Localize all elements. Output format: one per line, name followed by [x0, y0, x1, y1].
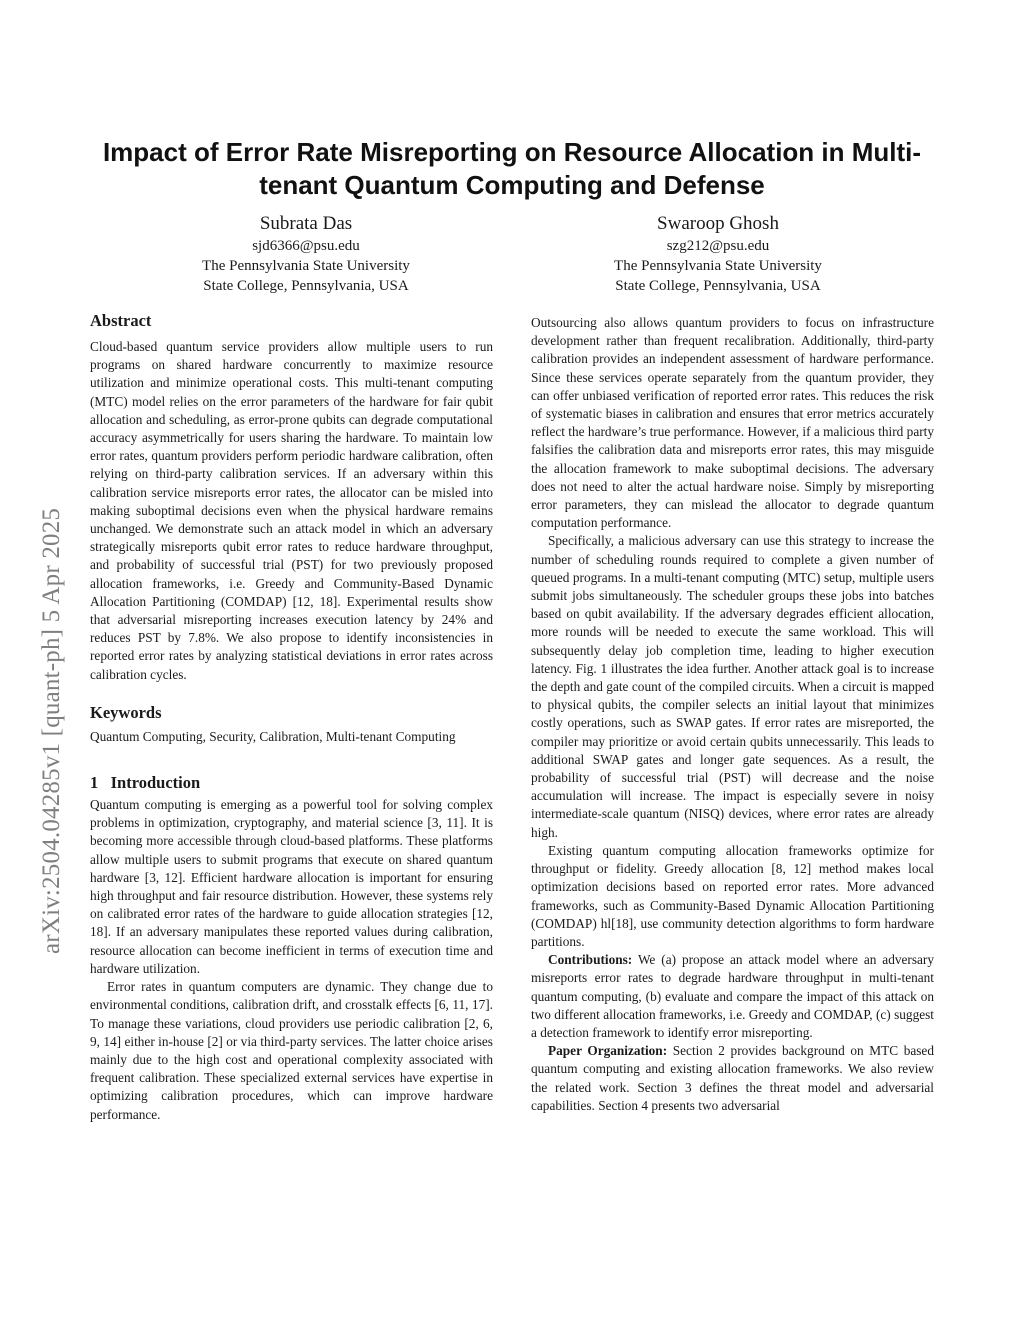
- contributions-text: We (a) propose an attack model where an adversary misreports error rates to degrade hardware throughput in multi-tenant quantum computing, (b) evaluate and compare the impact of this attack on two different allocation frameworks, i.e. Greedy and COMDAP, (c) suggest a detection framework to identify error misreporting.: [531, 952, 934, 1040]
- intro-paragraph-4: Specifically, a malicious adversary can use this strategy to increase the number of scheduling rounds required to complete a given number of queued programs. In a multi-tenant computing (MTC) setup, multiple users submit jobs simultaneously. The scheduler groups these jobs into batches based on qubit availability. If the adversary degrades efficient allocation, more rounds will be needed to execute the same workload. This will subsequently delay job completion time, leading to higher execution latency. Fig. 1 illustrates the idea further. Another attack goal is to increase the depth and gate count of the compiled circuits. When a circuit is mapped to physical qubits, the compiler selects an initial layout that minimizes costly operations, such as SWAP gates. If error rates are misreported, the compiler may prioritize or avoid certain qubits unnecessarily. This leads to additional SWAP gates and longer gate sequences. As a result, the probability of successful trial (PST) will decrease and the noise accumulation will increase. The impact is especially severe in noisy intermediate-scale quantum (NISQ) devices, where error rates are already high.: [531, 533, 934, 840]
- arxiv-identifier: arXiv:2504.04285v1 [quant-ph] 5 Apr 2025: [38, 507, 65, 954]
- right-column: [531, 314, 934, 1115]
- author-email: sjd6366@psu.edu: [252, 238, 360, 254]
- author-name: Swaroop Ghosh: [657, 213, 779, 234]
- contributions-paragraph: [531, 951, 934, 1042]
- keywords-heading: Keywords: [90, 702, 162, 722]
- intro-paragraph-2: Error rates in quantum computers are dynamic. They change due to environmental conditions, calibration drift, and crosstalk effects [6, 11, 17]. To manage these variations, cloud providers use periodic calibration [2, 6, 9, 14] either in-house [2] or via third-party services. The latter choice arises mainly due to the high cost and operational complexity associated with frequent calibration. These specialized external services have expertise in optimizing calibration procedures, which can improve hardware performance.: [90, 979, 493, 1122]
- introduction-heading: 1 Introduction: [90, 773, 201, 793]
- paper-title: Impact of Error Rate Misreporting on Resource Allocation in Multi-tenant Quantum Computing and Defense: [102, 137, 922, 200]
- organization-paragraph: [531, 1042, 934, 1115]
- author-email: szg212@psu.edu: [666, 238, 770, 254]
- author-1: [126, 212, 486, 296]
- contributions-label: Contributions:: [548, 952, 633, 968]
- author-name: Subrata Das: [259, 213, 353, 234]
- organization-text: Section 2 provides background on MTC based quantum computing and existing allocation frameworks. We also review the related work. Section 3 defines the threat model and adversarial capabilities. Section 4 presents two adversarial: [531, 1043, 934, 1113]
- abstract-text: Cloud-based quantum service providers allow multiple users to run programs on shared hardware concurrently to maximize resource utilization and minimize operational costs. This multi-tenant computing (MTC) model relies on the error parameters of the hardware for fair qubit allocation and scheduling, as error-prone qubits can degrade computational accuracy asymmetrically for users sharing the hardware. To maintain low error rates, quantum providers perform periodic hardware calibration, often relying on third-party calibration services. If an adversary within this calibration service misreports error rates, the allocator can be misled into making suboptimal decisions even when the physical hardware remains unchanged. We demonstrate such an attack model in which an adversary strategically misreports qubit error rates to reduce hardware throughput, and probability of successful trial (PST) for two previously proposed allocation frameworks, i.e. Greedy and Community-Based Dynamic Allocation Partitioning (COMDAP) [12, 18]. Experimental results show that adversarial misreporting increases execution latency by 24% and reduces PST by 7.8%. We also propose to identify inconsistencies in reported error rates by analyzing statistical deviations in error rates across calibration cycles.: [90, 339, 493, 682]
- intro-paragraph-3: Outsourcing also allows quantum providers to focus on infrastructure development rather than frequent recalibration. Additionally, third-party calibration provides an independent assessment of hardware performance. Since these services operate separately from the quantum provider, they can offer unbiased verification of reported error rates. This reduces the risk of systematic biases in calibration and ensures that error metrics accurately reflect the hardware’s true performance. However, if a malicious third party falsifies the calibration data and misreports error rates, this may misguide the allocation framework to make suboptimal decisions. The adversary does not need to alter the actual hardware noise. Simply by misreporting error parameters, they can mislead the allocator to degrade quantum computation performance.: [531, 315, 934, 531]
- keywords-text: Quantum Computing, Security, Calibration, Multi-tenant Computing: [90, 728, 456, 744]
- author-block: [90, 212, 934, 304]
- author-affiliation: The Pennsylvania State University: [202, 258, 410, 274]
- intro-paragraph-1: Quantum computing is emerging as a powerful tool for solving complex problems in optimization, cryptography, and material science [3, 11]. It is becoming more accessible through cloud-based platforms. These platforms allow multiple users to submit programs that execute on shared quantum hardware [3, 12]. Efficient hardware allocation is important for ensuring high throughput and fair resource distribution. However, these systems rely on calibrated error rates of the hardware to guide allocation strategies [12, 18]. If an adversary manipulates these reported values during calibration, resource allocation can become inefficient in terms of execution time and hardware utilization.: [90, 797, 493, 976]
- author-affiliation: The Pennsylvania State University: [614, 258, 822, 274]
- author-location: State College, Pennsylvania, USA: [203, 278, 409, 294]
- author-location: State College, Pennsylvania, USA: [615, 278, 821, 294]
- organization-label: Paper Organization:: [548, 1043, 668, 1059]
- intro-paragraph-5: Existing quantum computing allocation frameworks optimize for throughput or fidelity. Greedy allocation [8, 12] method makes local optimization decisions based on reported error rates. More advanced frameworks, such as Community-Based Dynamic Allocation Partitioning (COMDAP) hl[18], use community detection algorithms to form hardware partitions.: [531, 842, 934, 949]
- abstract-heading: Abstract: [90, 311, 152, 330]
- left-column: [90, 310, 493, 1124]
- author-2: [538, 212, 898, 296]
